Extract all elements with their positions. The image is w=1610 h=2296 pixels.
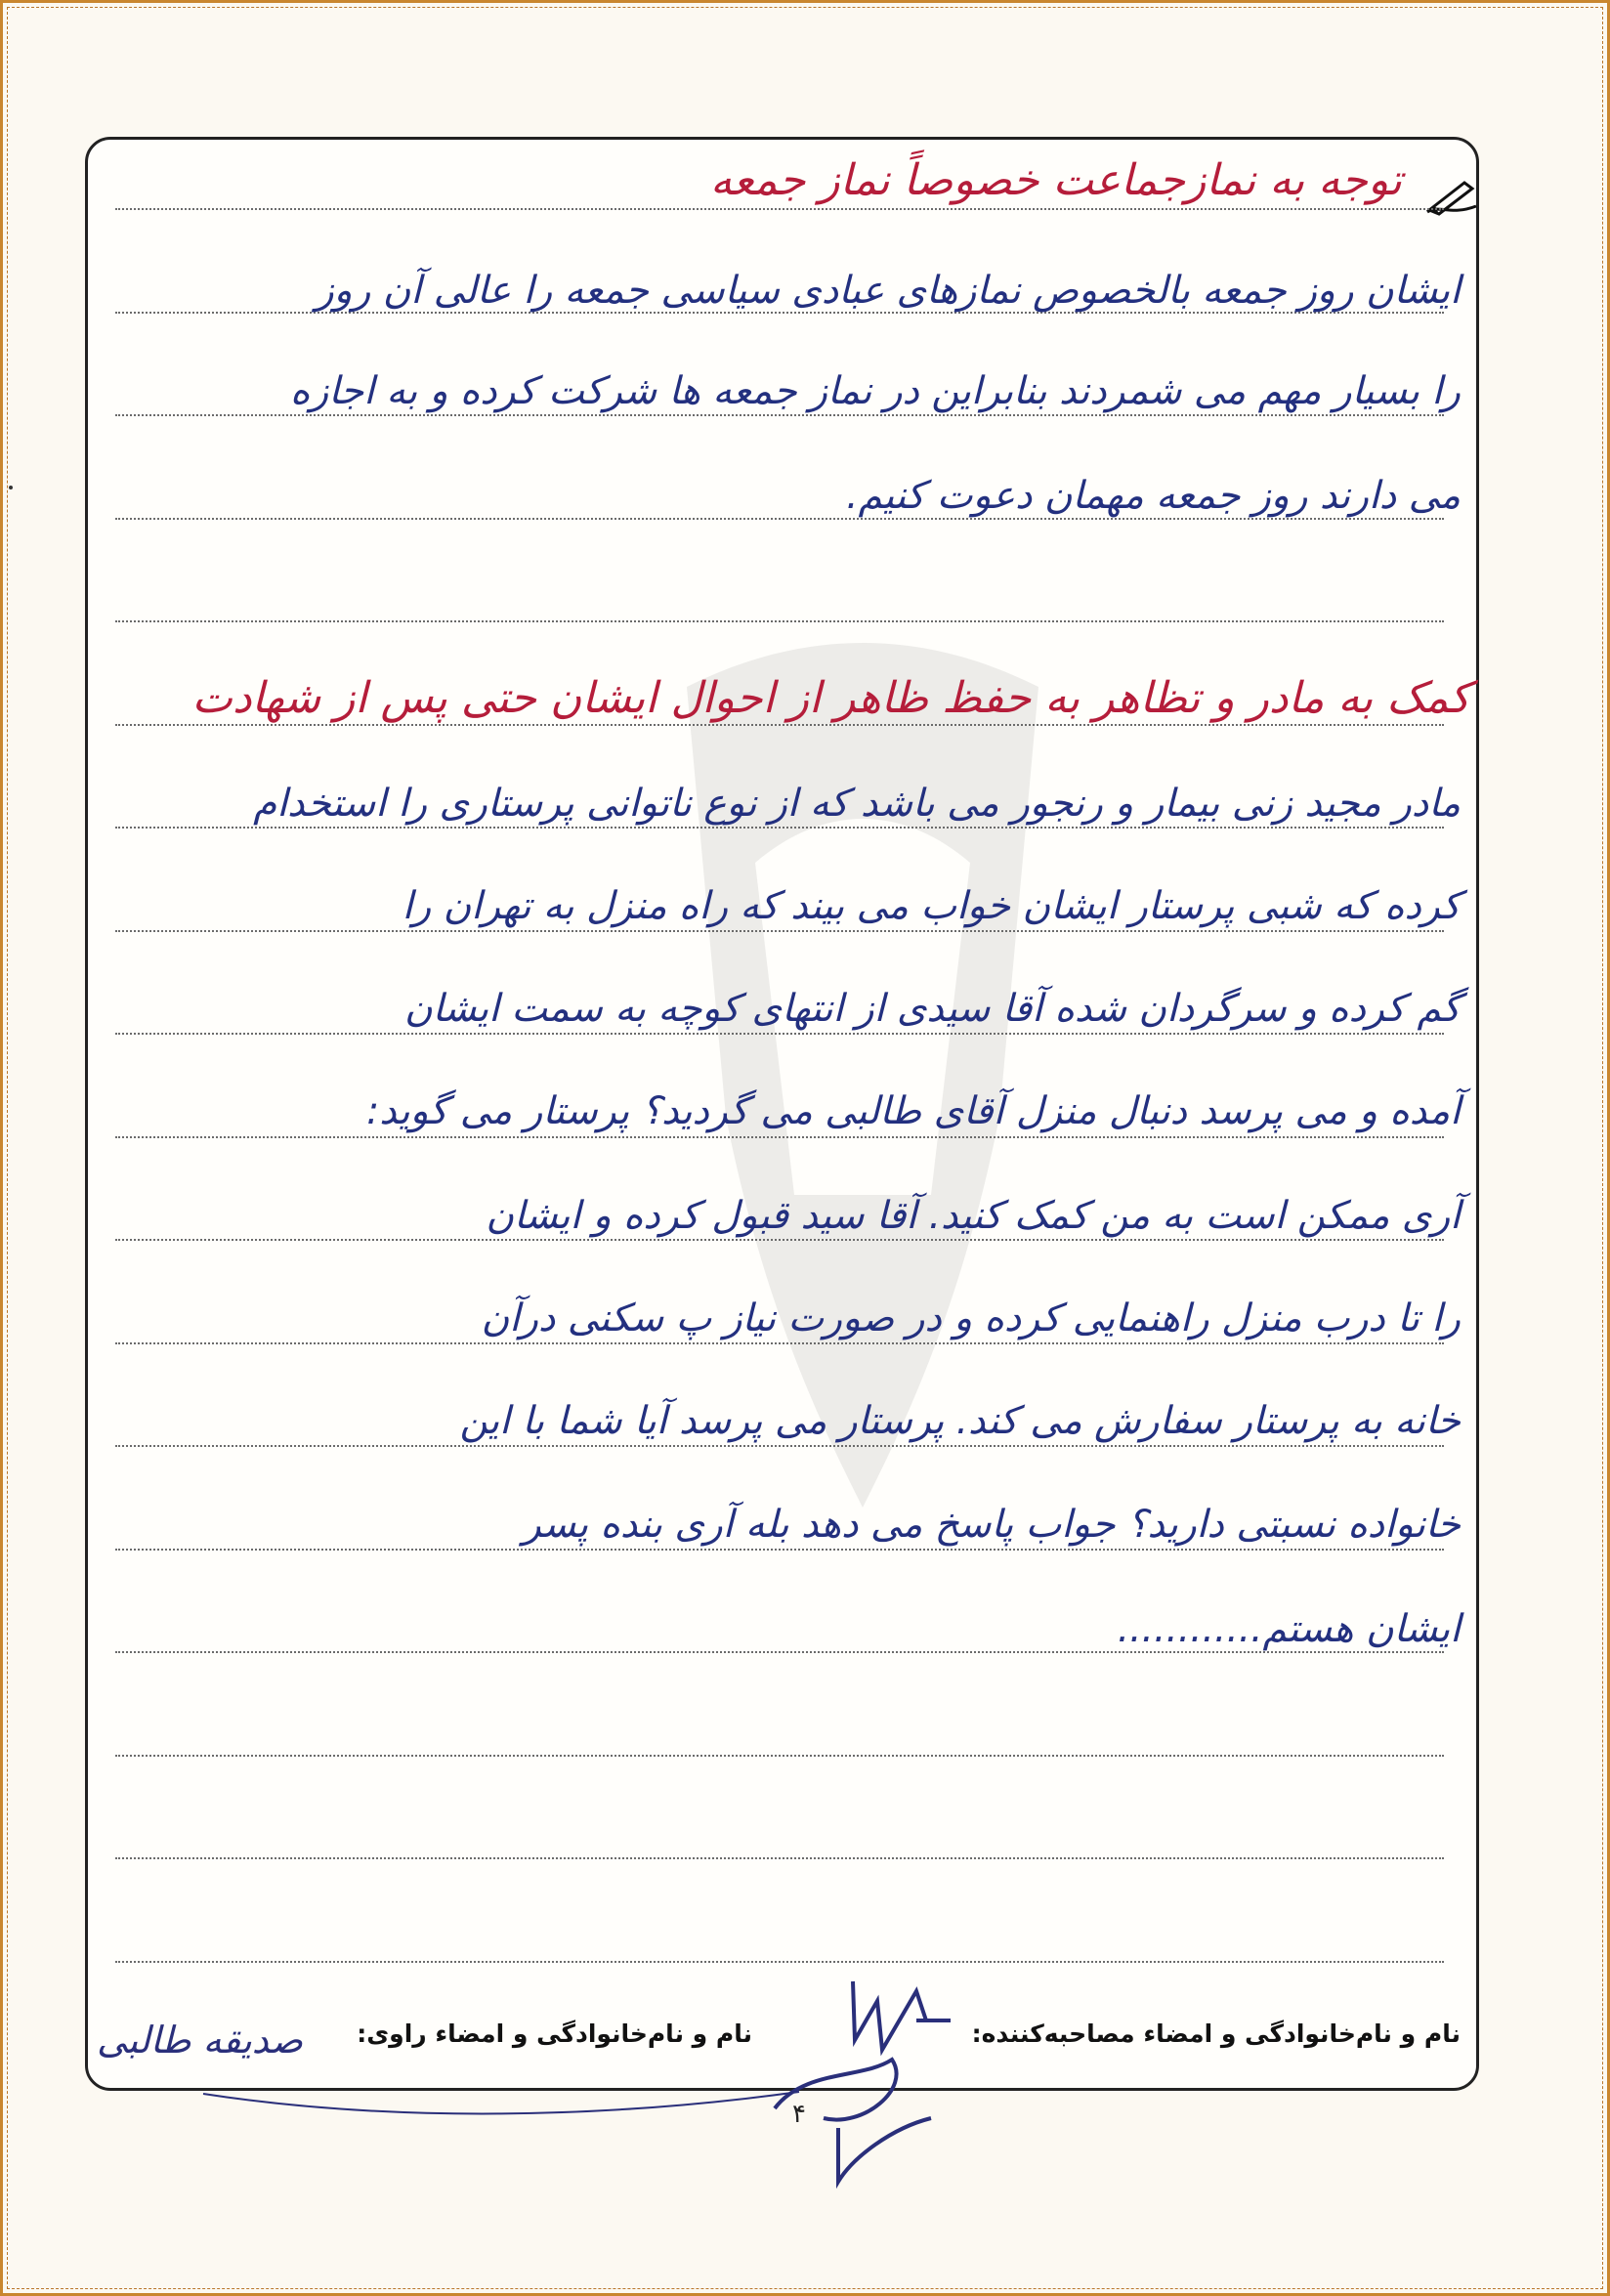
guide-line	[115, 1549, 1444, 1551]
handwritten-line: را تا درب منزل راهنمایی کرده و در صورت نیاز پ سکنی درآن	[481, 1297, 1461, 1340]
handwritten-line: ایشان روز جمعه بالخصوص نمازهای عبادی سیاسی جمعه را عالی آن روز	[315, 269, 1461, 313]
interviewer-label: نام و نام‌خانوادگی و امضاء مصاحبه‌کننده:	[971, 2020, 1461, 2048]
guide-line	[115, 620, 1444, 622]
heading-prayer: توجه به نمازجماعت خصوصاً نماز جمعه	[709, 155, 1402, 205]
guide-line	[115, 930, 1444, 932]
guide-line	[115, 1755, 1444, 1757]
guide-line	[115, 208, 1444, 210]
guide-line	[115, 518, 1444, 520]
guide-line	[115, 1342, 1444, 1344]
heading-mother: کمک به مادر و تظاهر به حفظ ظاهر از احوال ایشان حتی پس از شهادت	[191, 673, 1470, 723]
guide-line	[115, 1857, 1444, 1859]
signature-flourish-icon	[198, 2074, 804, 2123]
handwritten-line: آری ممکن است به من کمک کنید. آقا سید قبول کرده و ایشان	[486, 1194, 1461, 1238]
handwritten-line: آمده و می پرسد دنبال منزل آقای طالبی می گردید؟ پرستار می گوید:	[366, 1089, 1461, 1133]
handwritten-line: خانه به پرستار سفارش می کند. پرستار می پرسد آیا شما با این	[459, 1399, 1461, 1443]
handwritten-line: می دارند روز جمعه مهمان دعوت کنیم.	[846, 474, 1461, 518]
guide-line	[115, 1136, 1444, 1138]
guide-line	[115, 1445, 1444, 1447]
handwritten-line: مادر مجید زنی بیمار و رنجور می باشد که از نوع ناتوانی پرستاری را استخدام	[253, 782, 1461, 826]
guide-line	[115, 1033, 1444, 1035]
guide-line	[115, 414, 1444, 416]
handwritten-line: را بسیار مهم می شمردند بنابراین در نماز جمعه ها شرکت کرده و به اجازه	[289, 369, 1461, 413]
page-number: ۴	[792, 2100, 806, 2129]
handwritten-line: گم کرده و سرگردان شده آقا سیدی از انتهای کوچه به سمت ایشان	[403, 987, 1461, 1031]
handwritten-line: ایشان هستم............	[1117, 1607, 1461, 1651]
pen-writing-icon	[1425, 177, 1478, 216]
handwritten-line: خانواده نسبتی دارید؟ جواب پاسخ می دهد بله آری بنده پسر	[522, 1503, 1461, 1547]
narrator-label: نام و نام‌خانوادگی و امضاء راوی:	[357, 2020, 752, 2048]
guide-line	[115, 827, 1444, 829]
narrator-signature: صدیقه طالبی	[97, 2019, 304, 2062]
margin-dot	[9, 486, 13, 489]
guide-line	[115, 1239, 1444, 1241]
guide-line	[115, 1651, 1444, 1653]
guide-line	[115, 724, 1444, 726]
handwritten-line: کرده که شبی پرستار ایشان خواب می بیند که راه منزل به تهران را	[402, 884, 1461, 928]
